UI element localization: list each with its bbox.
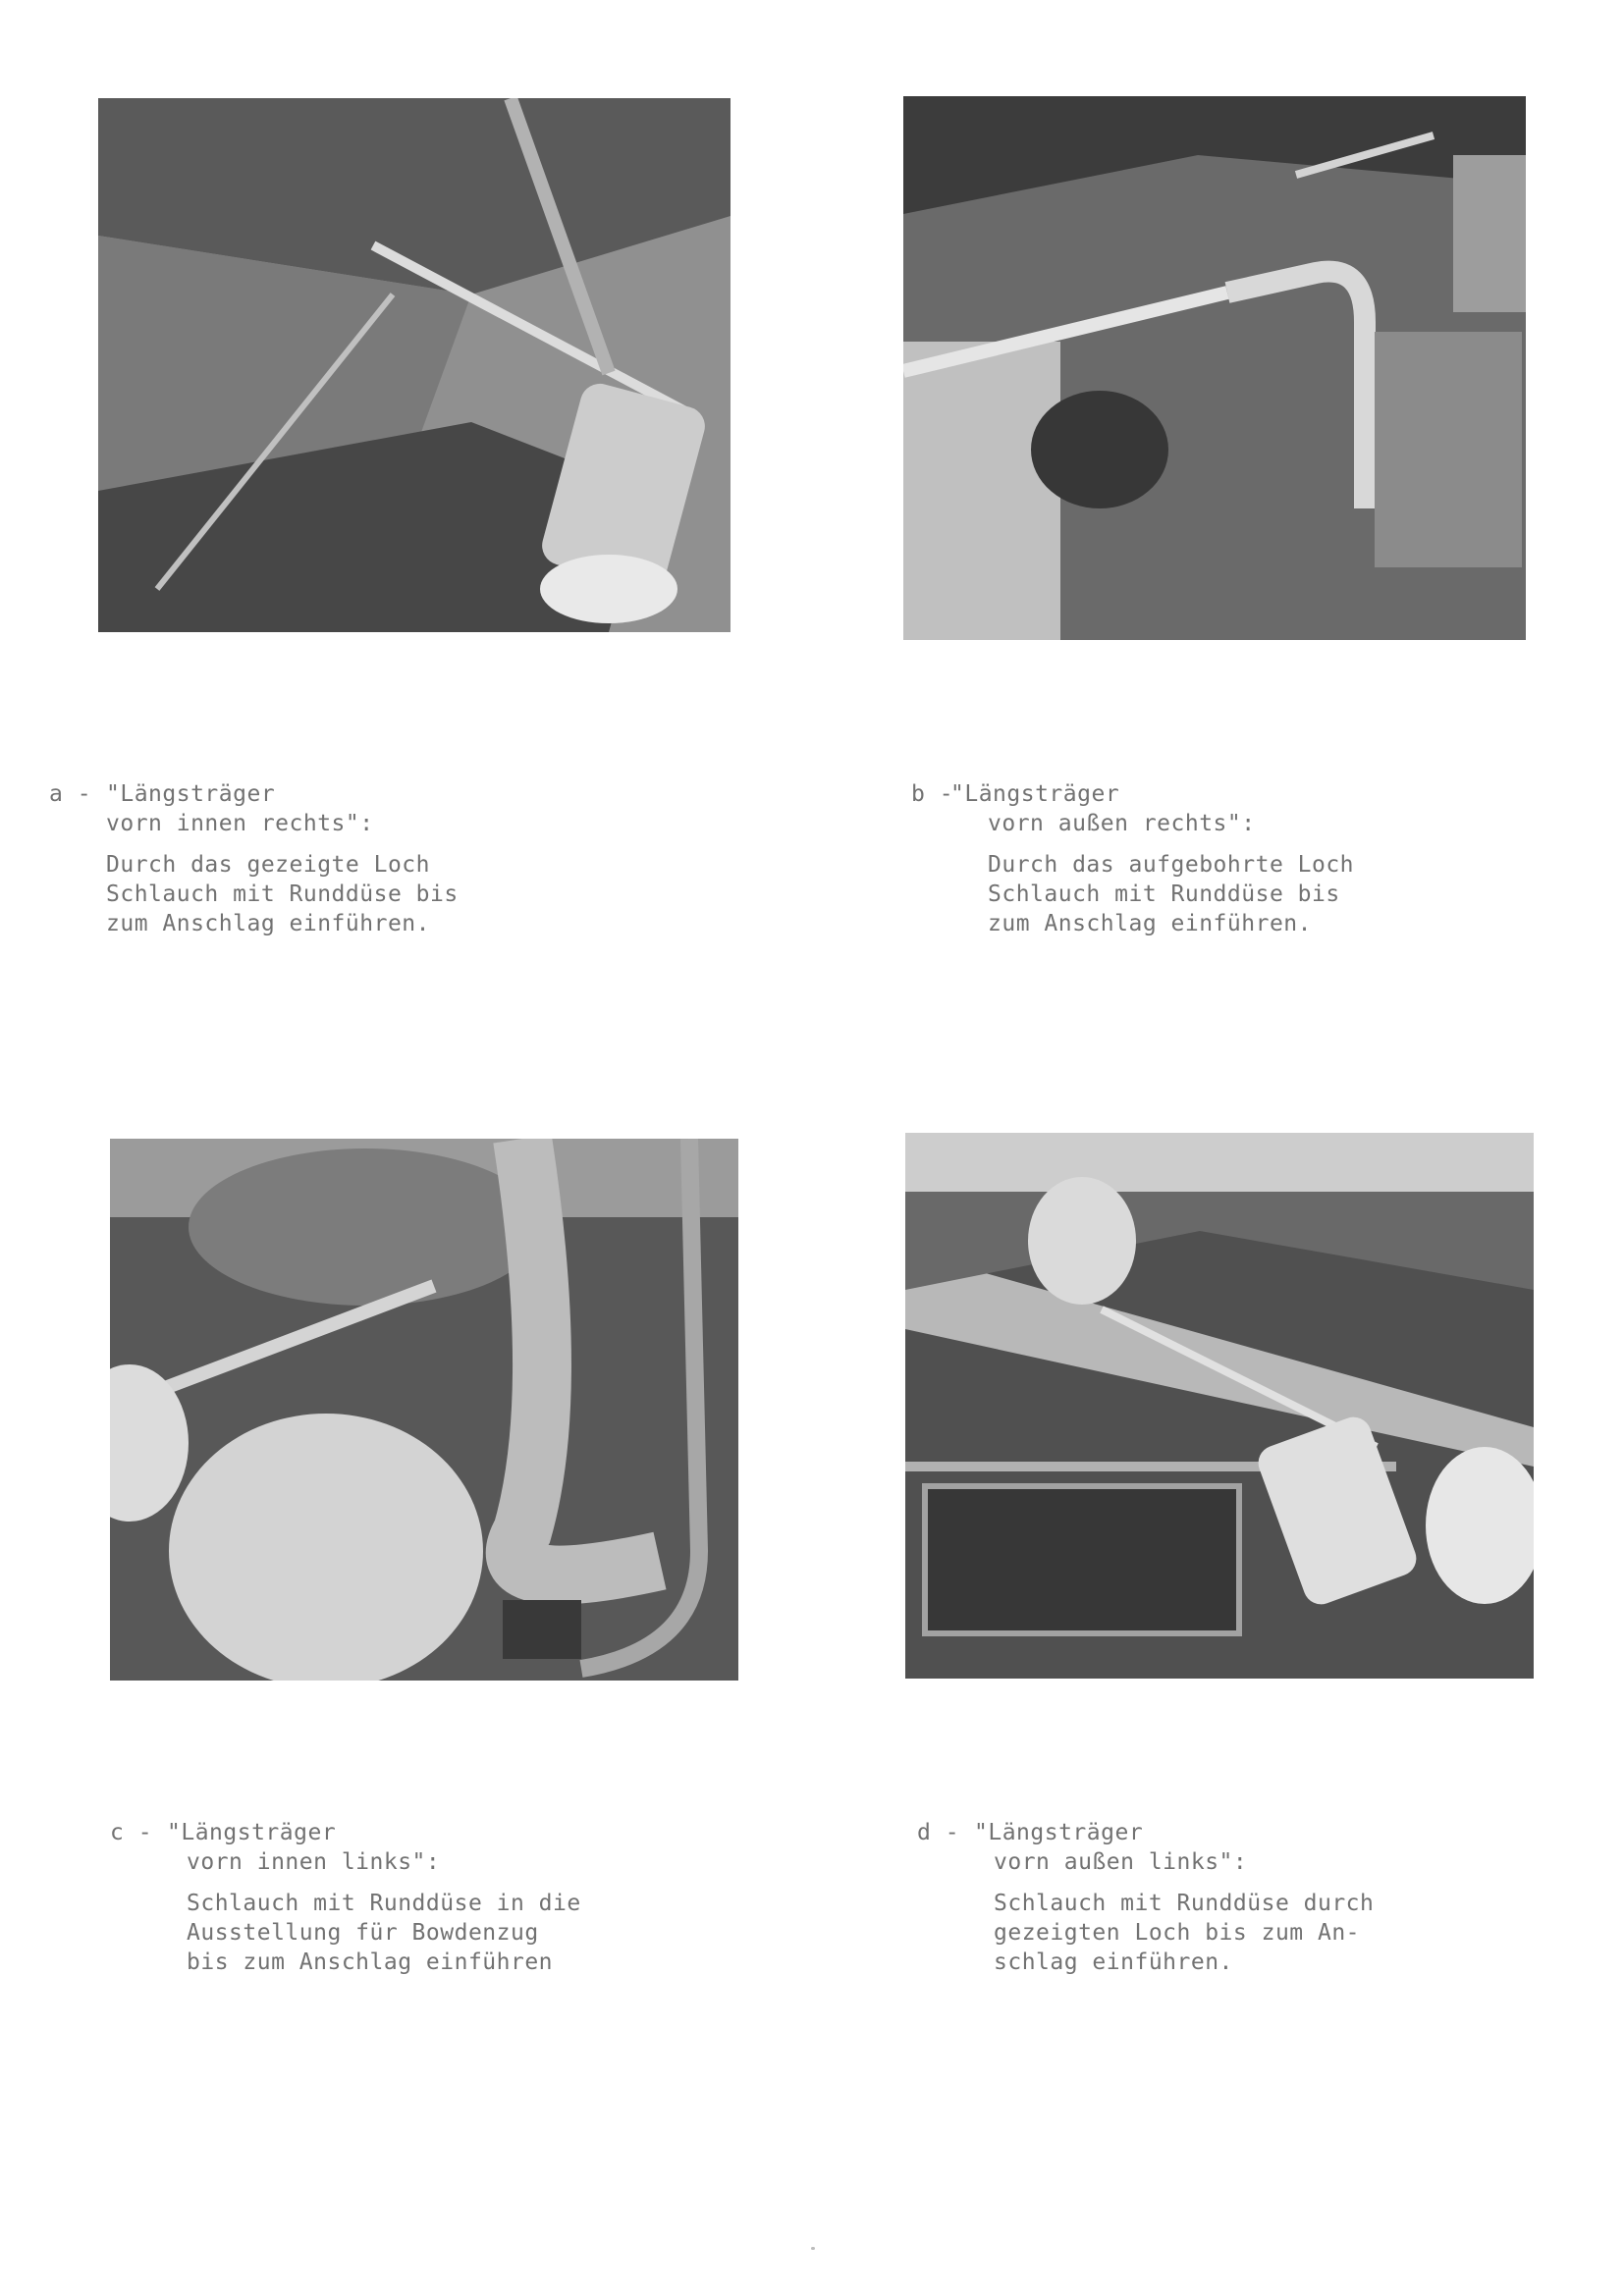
caption-d-body: Schlauch mit Runddüse durch gezeigten Loch bis zum An- schlag einführen. xyxy=(994,1891,1375,1975)
photo-c-inner-left-rail xyxy=(110,1139,738,1681)
caption-c-body: Schlauch mit Runddüse in die Ausstellung für Bowdenzug bis zum Anschlag einführen xyxy=(187,1891,581,1975)
caption-c-label: c - xyxy=(110,1820,153,1845)
caption-a-label: a - xyxy=(49,781,92,807)
caption-d-heading: d - "Längsträger vorn außen links": xyxy=(917,1820,1248,1875)
caption-d xyxy=(917,1818,1374,1977)
caption-b xyxy=(911,779,1354,938)
caption-b-label: b - xyxy=(911,781,954,807)
caption-a-heading: a - "Längsträger vorn innen rechts": xyxy=(49,781,374,836)
caption-b-heading: b -"Längsträger vorn außen rechts": xyxy=(911,781,1256,836)
caption-d-label: d - xyxy=(917,1820,960,1845)
caption-a-body: Durch das gezeigte Loch Schlauch mit Runddüse bis zum Anschlag einführen. xyxy=(106,852,459,936)
photo-d-outer-left-rail xyxy=(905,1133,1534,1679)
scan-speck xyxy=(811,2247,815,2250)
caption-a xyxy=(49,779,459,938)
caption-c xyxy=(110,1818,581,1977)
caption-c-heading: c - "Längsträger vorn innen links": xyxy=(110,1820,441,1875)
photo-b-outer-right-rail xyxy=(903,96,1526,640)
photo-a-inner-right-rail xyxy=(98,98,731,632)
caption-b-body: Durch das aufgebohrte Loch Schlauch mit Runddüse bis zum Anschlag einführen. xyxy=(988,852,1355,936)
